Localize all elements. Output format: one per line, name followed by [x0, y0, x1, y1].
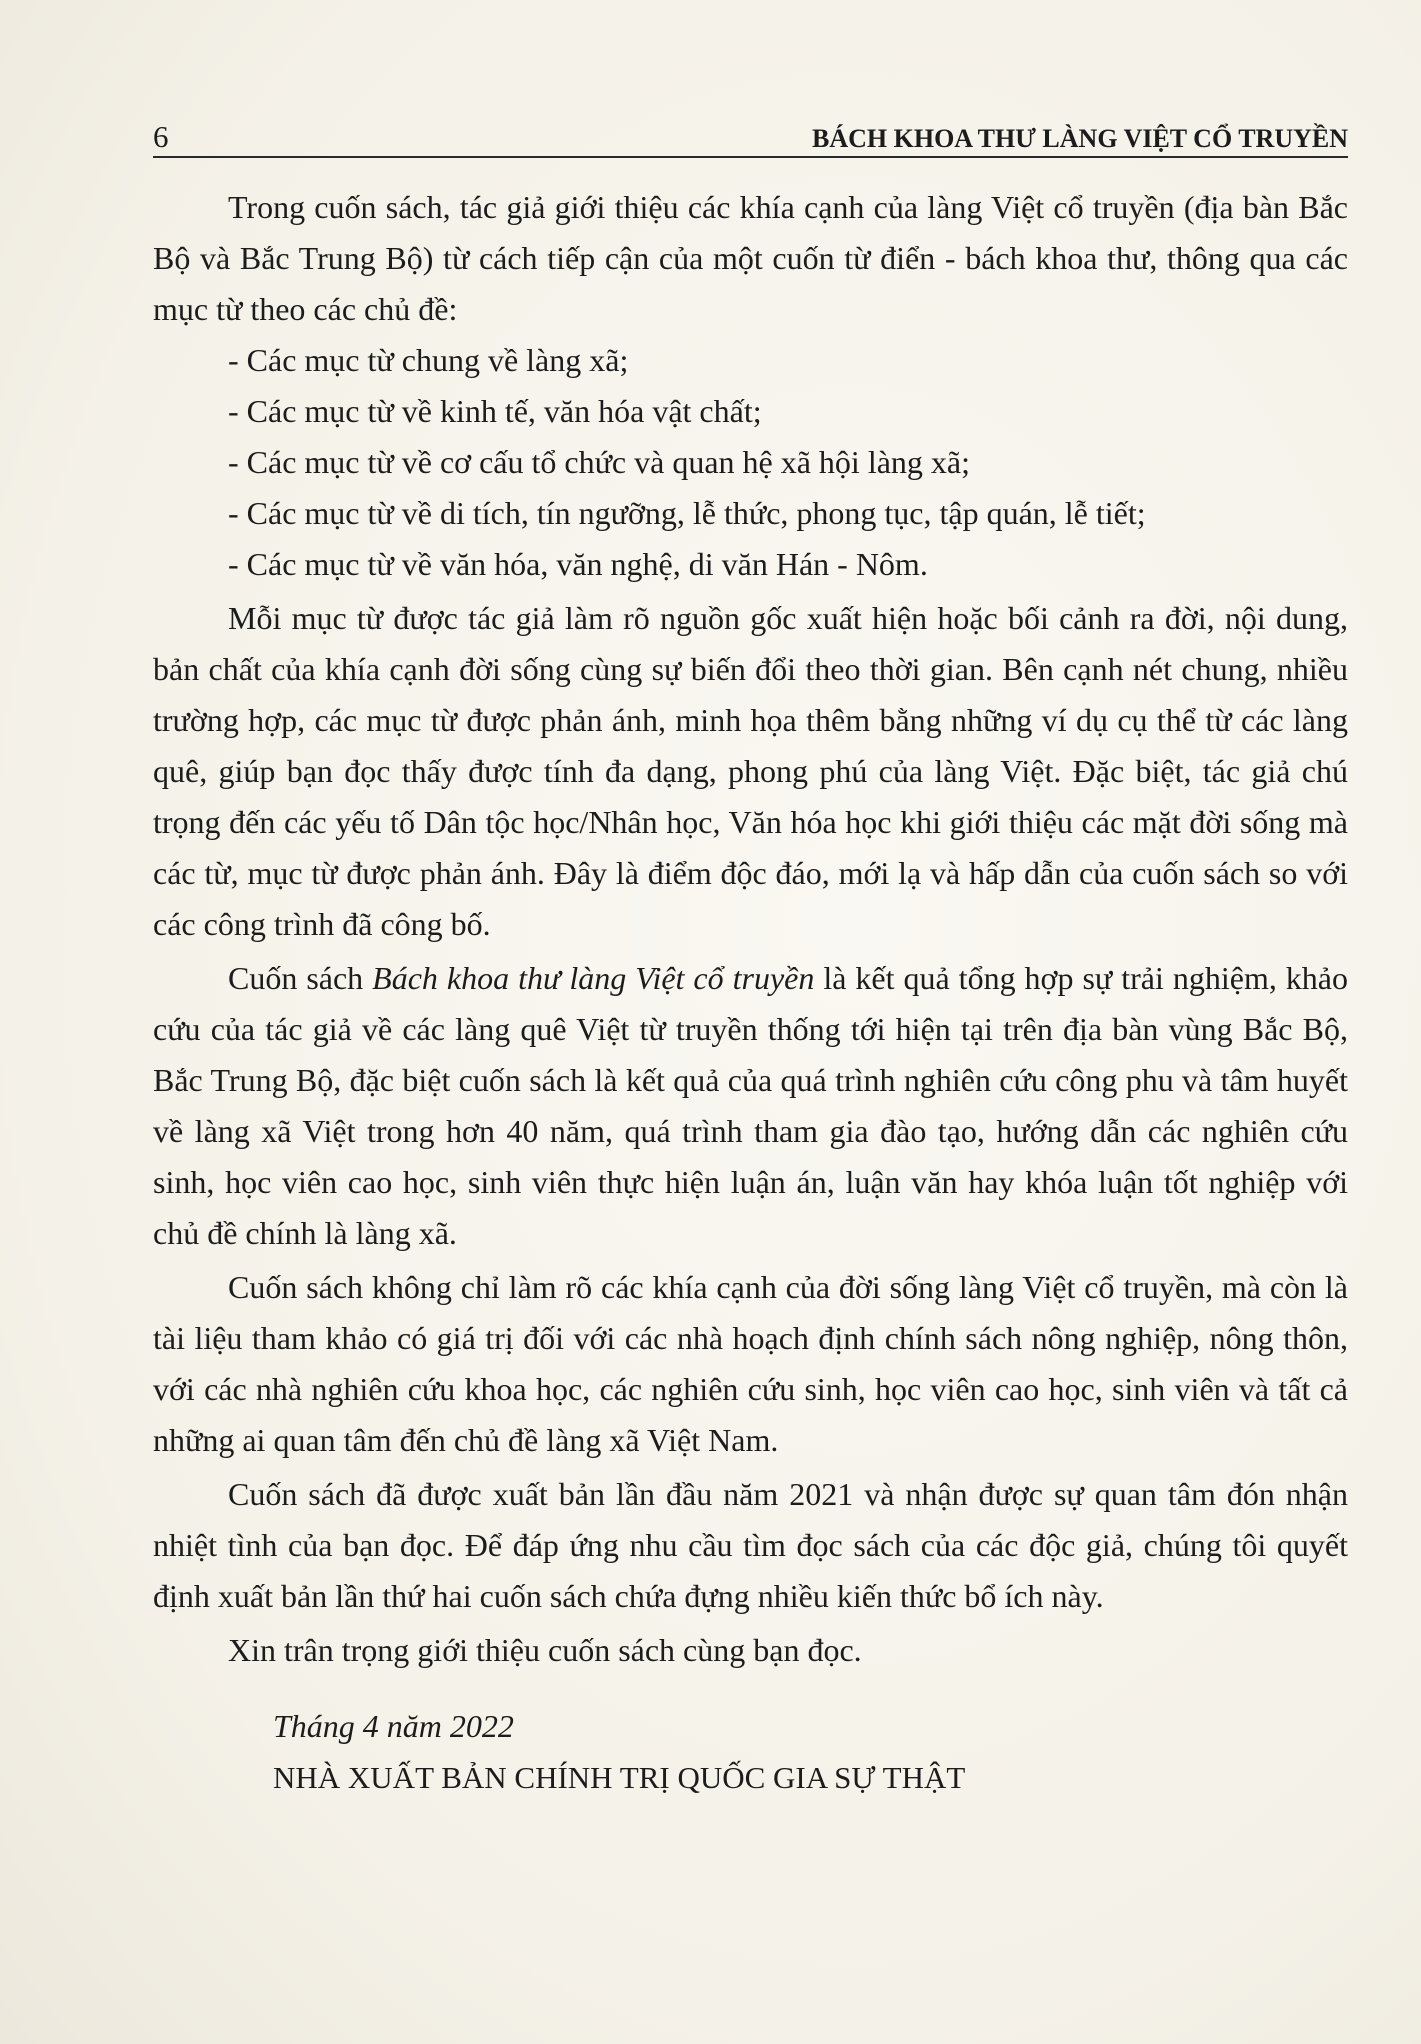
- topic-item: - Các mục từ về cơ cấu tổ chức và quan hệ xã hội làng xã;: [228, 444, 970, 480]
- reference-paragraph: Cuốn sách không chỉ làm rõ các khía cạnh của đời sống làng Việt cổ truyền, mà còn là tài liệu tham khảo có giá trị đối với các nhà hoạch định chính sách nông nghiệp, nông thôn, với các nhà nghiên cứu khoa học, các nghiên cứu sinh, học viên cao học, sinh viên và tất cả những ai quan tâm đến chủ đề làng xã Việt Nam.: [153, 1269, 1348, 1458]
- signature-date: Tháng 4 năm 2022: [273, 1708, 514, 1744]
- result-rest: là kết quả tổng hợp sự trải nghiệm, khảo cứu của tác giả về các làng quê Việt từ truyền thống tới hiện tại trên địa bàn vùng Bắc Bộ, Bắc Trung Bộ, đặc biệt cuốn sách là kết quả của quá trình nghiên cứu công phu và tâm huyết về làng xã Việt trong hơn 40 năm, quá trình tham gia đào tạo, hướng dẫn các nghiên cứu sinh, học viên cao học, sinh viên thực hiện luận án, luận văn hay khóa luận tốt nghiệp với chủ đề chính là làng xã.: [153, 960, 1349, 1251]
- topic-item: - Các mục từ về di tích, tín ngưỡng, lễ thức, phong tục, tập quán, lễ tiết;: [228, 495, 1146, 531]
- running-head: BÁCH KHOA THƯ LÀNG VIỆT CỔ TRUYỀN: [812, 124, 1348, 153]
- entries-paragraph: Mỗi mục từ được tác giả làm rõ nguồn gốc xuất hiện hoặc bối cảnh ra đời, nội dung, bản chất của khía cạnh đời sống cùng sự biến đổi theo thời gian. Bên cạnh nét chung, nhiều trường hợp, các mục từ được phản ánh, minh họa thêm bằng những ví dụ cụ thể từ các làng quê, giúp bạn đọc thấy được tính đa dạng, phong phú của làng Việt. Đặc biệt, tác giả chú trọng đến các yếu tố Dân tộc học/Nhân học, Văn hóa học khi giới thiệu các mặt đời sống mà các từ, mục từ được phản ánh. Đây là điểm độc đáo, mới lạ và hấp dẫn của cuốn sách so với các công trình đã công bố.: [153, 600, 1348, 942]
- signature-publisher: NHÀ XUẤT BẢN CHÍNH TRỊ QUỐC GIA SỰ THẬT: [273, 1760, 966, 1795]
- topic-item: - Các mục từ về kinh tế, văn hóa vật chất;: [228, 393, 762, 429]
- edition-paragraph: Cuốn sách đã được xuất bản lần đầu năm 2021 và nhận được sự quan tâm đón nhận nhiệt tình của bạn đọc. Để đáp ứng nhu cầu tìm đọc sách của các độc giả, chúng tôi quyết định xuất bản lần thứ hai cuốn sách chứa đựng nhiều kiến thức bổ ích này.: [153, 1476, 1348, 1614]
- page-header: [153, 108, 1348, 158]
- topic-item: - Các mục từ về văn hóa, văn nghệ, di văn Hán - Nôm.: [228, 546, 928, 582]
- book-title-italic: Bách khoa thư làng Việt cổ truyền: [372, 960, 815, 996]
- intro-paragraph: Trong cuốn sách, tác giả giới thiệu các khía cạnh của làng Việt cổ truyền (địa bàn Bắc Bộ và Bắc Trung Bộ) từ cách tiếp cận của một cuốn từ điển - bách khoa thư, thông qua các mục từ theo các chủ đề:: [153, 189, 1348, 327]
- result-prefix: Cuốn sách: [228, 960, 373, 996]
- closing-paragraph: Xin trân trọng giới thiệu cuốn sách cùng bạn đọc.: [228, 1632, 862, 1668]
- result-paragraph: [153, 953, 1348, 1259]
- topic-item: - Các mục từ chung về làng xã;: [228, 342, 629, 378]
- body-text: [153, 182, 1348, 1803]
- page-number: 6: [153, 119, 169, 154]
